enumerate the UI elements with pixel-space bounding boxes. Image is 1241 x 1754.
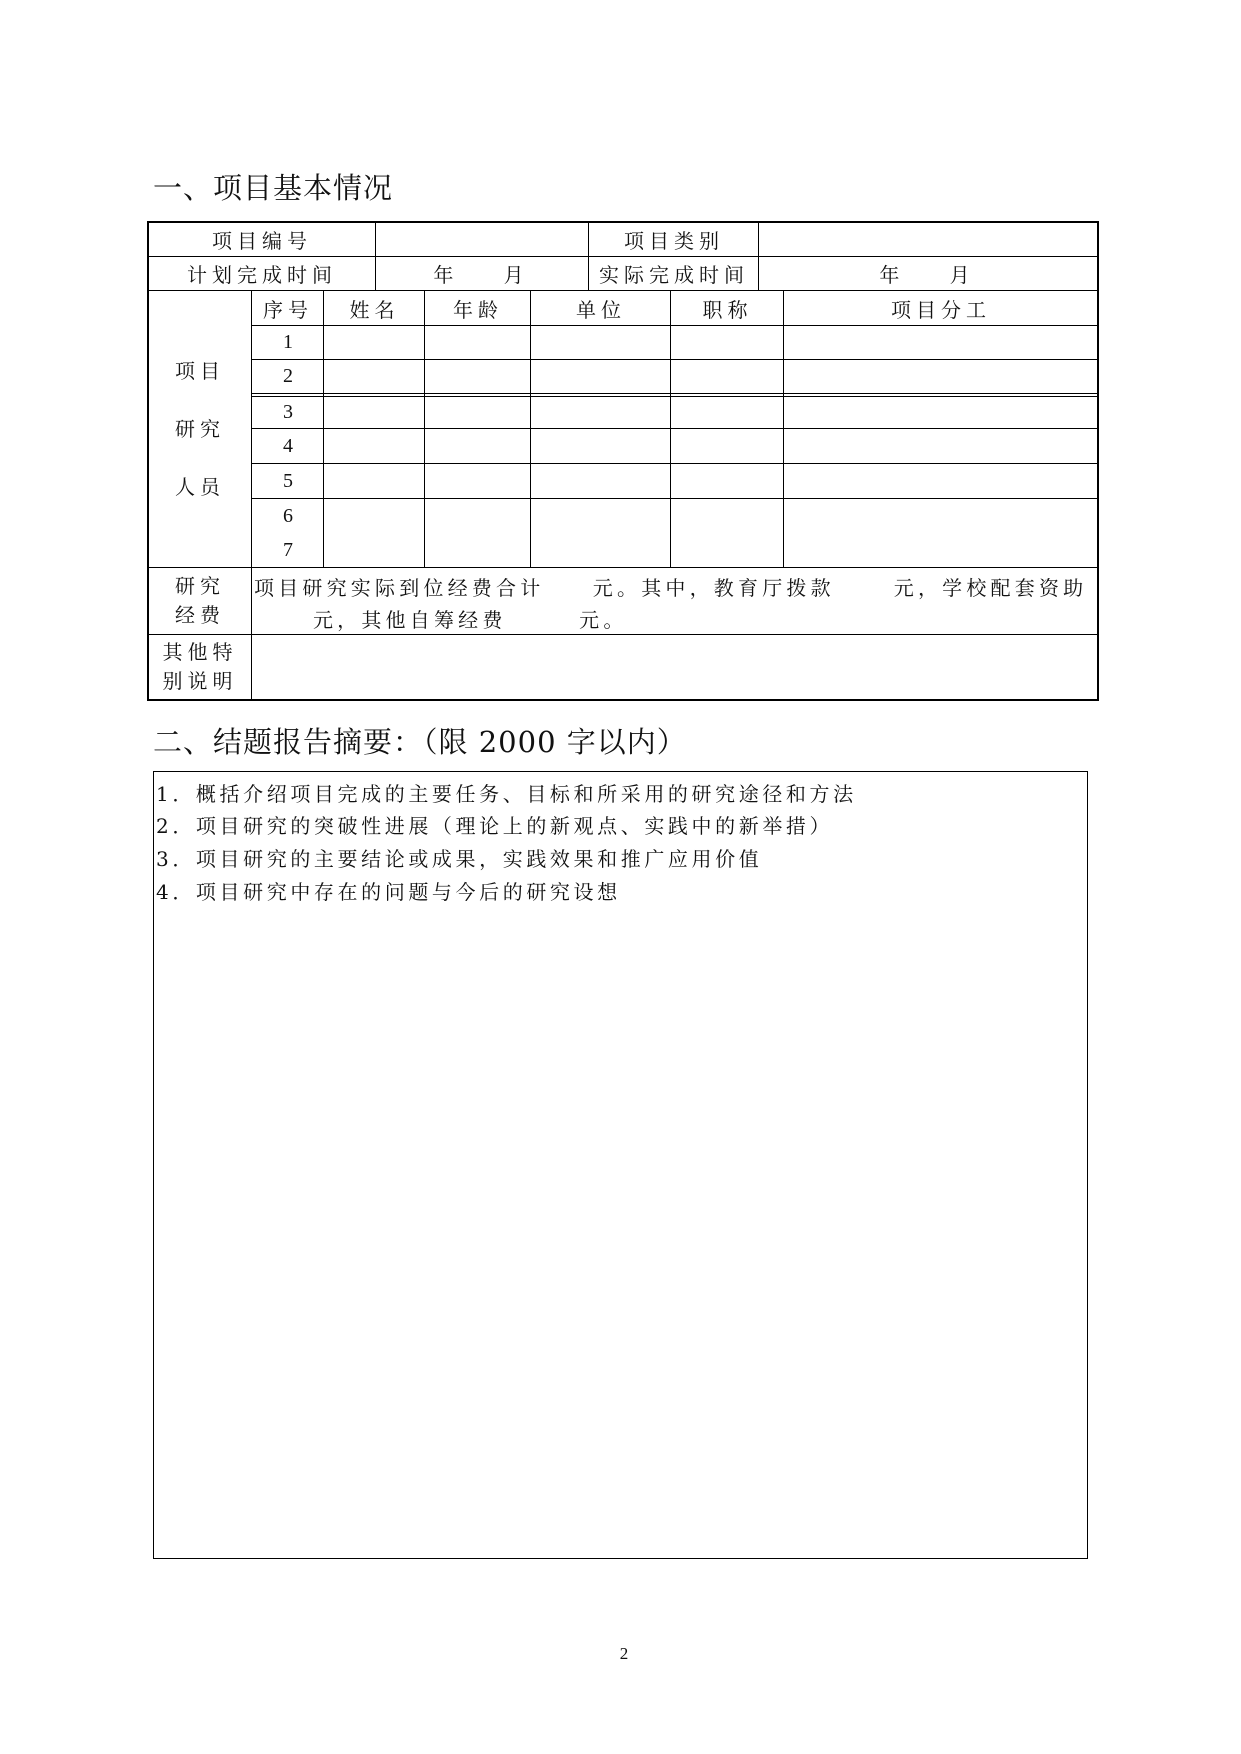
planned-completion-field[interactable]: 年 月 — [433, 263, 532, 287]
members-side-label-3: 人员 — [175, 475, 225, 499]
title-cell[interactable] — [672, 429, 783, 463]
name-cell[interactable] — [325, 464, 424, 498]
age-cell[interactable] — [426, 533, 530, 567]
unit-cell[interactable] — [532, 499, 670, 533]
project-type-label: 项目类别 — [624, 229, 724, 253]
name-cell[interactable] — [325, 326, 424, 359]
role-cell[interactable] — [785, 397, 1097, 428]
row-number: 7 — [283, 538, 293, 561]
title-cell[interactable] — [672, 464, 783, 498]
funding-label-line2: 经费 — [175, 603, 225, 627]
name-cell[interactable] — [325, 429, 424, 463]
notes-label-line1: 其他特 — [162, 640, 238, 664]
page-number: 2 — [619, 1644, 629, 1663]
name-cell[interactable] — [325, 397, 424, 428]
row-number: 1 — [283, 331, 293, 353]
project-no-label: 项目编号 — [212, 229, 312, 253]
unit-cell[interactable] — [532, 429, 670, 463]
role-cell[interactable] — [785, 533, 1097, 567]
summary-item-4: 4．项目研究中存在的问题与今后的研究设想 — [156, 880, 621, 904]
project-no-field[interactable] — [377, 223, 588, 256]
unit-cell[interactable] — [532, 326, 670, 359]
summary-item-2: 2．项目研究的突破性进展（理论上的新观点、实践中的新举措） — [156, 814, 834, 838]
title-cell[interactable] — [672, 360, 783, 393]
planned-completion-label: 计划完成时间 — [187, 263, 337, 287]
role-cell[interactable] — [785, 499, 1097, 533]
funding-label — [149, 568, 251, 634]
row-number: 5 — [283, 469, 293, 492]
actual-completion-field[interactable]: 年 月 — [879, 263, 978, 287]
title-cell[interactable] — [672, 397, 783, 428]
notes-label-line2: 别说明 — [162, 669, 238, 693]
project-type-field[interactable] — [760, 223, 1097, 256]
funding-text-line1: 项目研究实际到位经费合计 元。其中，教育厅拨款 元，学校配套资助 — [254, 576, 1088, 600]
header-role: 项目分工 — [891, 297, 991, 322]
header-seq: 序号 — [263, 297, 313, 322]
header-age: 年龄 — [453, 297, 503, 322]
section2-title: 二、结题报告摘要：（限 2000 字以内） — [153, 725, 687, 759]
row-number: 6 — [283, 504, 293, 527]
row-number: 3 — [283, 401, 293, 423]
age-cell[interactable] — [426, 397, 530, 428]
name-cell[interactable] — [325, 533, 424, 567]
funding-text-line2: 元，其他自筹经费 元。 — [254, 608, 628, 632]
funding-label-line1: 研究 — [175, 574, 225, 598]
title-cell[interactable] — [672, 533, 783, 567]
header-unit: 单位 — [576, 297, 626, 322]
age-cell[interactable] — [426, 464, 530, 498]
unit-cell[interactable] — [532, 360, 670, 393]
age-cell[interactable] — [426, 429, 530, 463]
notes-label — [149, 635, 251, 699]
members-side-label-2: 研究 — [175, 417, 225, 441]
unit-cell[interactable] — [532, 533, 670, 567]
summary-item-3: 3．项目研究的主要结论或成果，实践效果和推广应用价值 — [156, 847, 763, 871]
title-cell[interactable] — [672, 326, 783, 359]
members-side-label — [149, 291, 251, 567]
unit-cell[interactable] — [532, 464, 670, 498]
summary-item-1: 1．概括介绍项目完成的主要任务、目标和所采用的研究途径和方法 — [156, 782, 857, 806]
role-cell[interactable] — [785, 326, 1097, 359]
age-cell[interactable] — [426, 326, 530, 359]
name-cell[interactable] — [325, 499, 424, 533]
role-cell[interactable] — [785, 429, 1097, 463]
role-cell[interactable] — [785, 464, 1097, 498]
role-cell[interactable] — [785, 360, 1097, 393]
section1-title: 一、项目基本情况 — [153, 171, 394, 205]
age-cell[interactable] — [426, 499, 530, 533]
header-name: 姓名 — [349, 297, 400, 322]
age-cell[interactable] — [426, 360, 530, 393]
unit-cell[interactable] — [532, 397, 670, 428]
row-number: 2 — [283, 365, 293, 387]
row-number: 4 — [283, 434, 293, 457]
name-cell[interactable] — [325, 360, 424, 393]
actual-completion-label: 实际完成时间 — [599, 263, 749, 287]
members-side-label-1: 项目 — [175, 359, 225, 383]
title-cell[interactable] — [672, 499, 783, 533]
header-title: 职称 — [702, 297, 753, 322]
summary-box[interactable] — [153, 771, 1088, 1559]
notes-field[interactable] — [253, 635, 1097, 699]
